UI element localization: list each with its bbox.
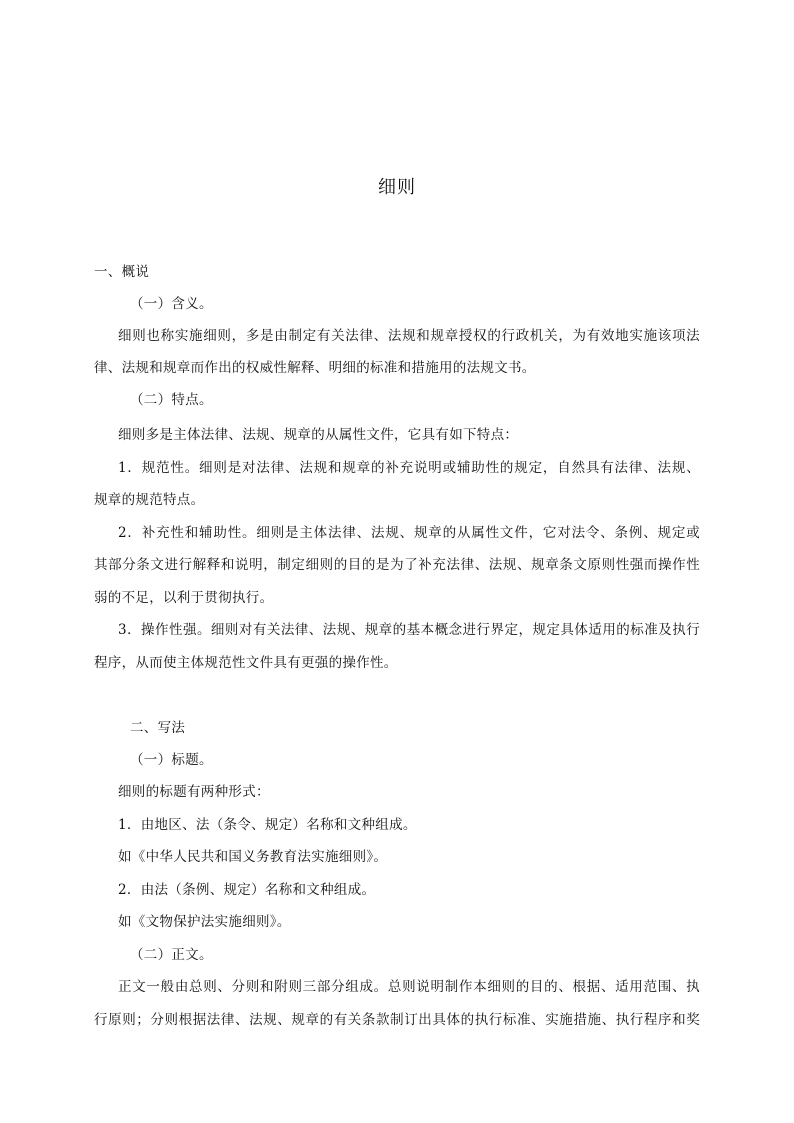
subheading-body: （二）正文。 [130, 947, 213, 963]
paragraph-line: 细则也称实施细则，多是由制定有关法律、法规和规章授权的行政机关，为有效地实施该项法 [118, 328, 700, 344]
list-item-line: 1．由地区、法（条令、规定）名称和文种组成。 [118, 817, 417, 833]
list-item-line: 3．操作性强。细则对有关法律、法规、规章的基本概念进行界定，规定具体适用的标准及执行 [118, 622, 700, 638]
list-item-line: 2．由法（条例、规定）名称和文种组成。 [118, 882, 376, 898]
list-item-line: 1．规范性。细则是对法律、法规和规章的补充说明或辅助性的规定，自然具有法律、法规、 [118, 460, 700, 476]
subheading-title: （一）标题。 [130, 752, 213, 768]
list-item-line: 其部分条文进行解释和说明，制定细则的目的是为了补充法律、法规、规章条文原则性强而操作性 [94, 557, 700, 573]
example-line: 如《中华人民共和国义务教育法实施细则》。 [118, 849, 388, 865]
example-line: 如《文物保护法实施细则》。 [118, 914, 291, 930]
subheading-features: （二）特点。 [130, 392, 213, 408]
section-heading-overview: 一、概说 [94, 264, 150, 280]
list-item-line: 弱的不足，以利于贯彻执行。 [94, 590, 274, 606]
subheading-meaning: （一）含义。 [130, 296, 213, 312]
list-item-line: 规章的规范特点。 [94, 492, 205, 508]
document-title: 细则 [378, 177, 416, 198]
list-item-line: 2．补充性和辅助性。细则是主体法律、法规、规章的从属性文件，它对法令、条例、规定或 [118, 525, 700, 541]
section-heading-writing: 二、写法 [130, 720, 186, 736]
list-item-line: 程序，从而使主体规范性文件具有更强的操作性。 [94, 655, 398, 671]
paragraph-line: 细则多是主体法律、法规、规章的从属性文件，它具有如下特点： [118, 427, 519, 443]
paragraph-line: 行原则；分则根据法律、法规、规章的有关条款制订出具体的执行标准、实施措施、执行程序和奖 [94, 1012, 700, 1028]
paragraph-line: 细则的标题有两种形式： [118, 784, 270, 800]
paragraph-line: 律、法规和规章而作出的权威性解释、明细的标准和措施用的法规文书。 [94, 360, 536, 376]
paragraph-line: 正文一般由总则、分则和附则三部分组成。总则说明制作本细则的目的、根据、适用范围、执 [118, 979, 700, 995]
